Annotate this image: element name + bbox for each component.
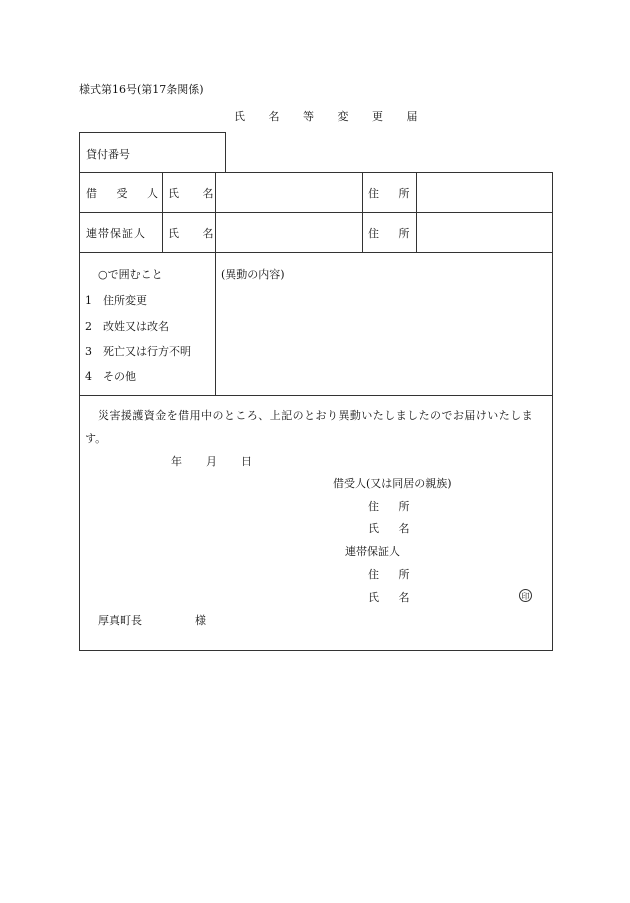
guarantor-label: 連帯保証人 <box>86 227 146 240</box>
loan-number-label: 貸付番号 <box>86 148 130 161</box>
signature-borrower-name-label: 氏 名 <box>368 522 418 535</box>
circle-instruction: ○で囲むこと <box>98 268 163 281</box>
guarantor-name-field[interactable] <box>216 213 362 252</box>
option-3[interactable] <box>85 343 191 359</box>
change-details-label: (異動の内容) <box>221 268 285 281</box>
addressee-honorific: 様 <box>195 614 206 627</box>
signature-borrower-heading: 借受人(又は同居の親族) <box>333 477 452 490</box>
option-label: 住所変更 <box>103 294 147 307</box>
signature-guarantor-name-label: 氏 名 <box>368 591 418 604</box>
row-divider-2 <box>79 252 553 253</box>
guarantor-name-label: 氏 名 <box>168 227 224 240</box>
option-number: 4 <box>85 370 92 383</box>
signature-guarantor-address-label: 住 所 <box>368 568 418 581</box>
col-divider-label <box>162 172 163 252</box>
statement-line-1: 災害援護資金を借用中のところ、上記のとおり異動いたしましたのでお届けいたしま <box>98 409 534 422</box>
form-number: 様式第16号(第17条関係) <box>79 83 204 96</box>
borrower-name-field[interactable] <box>216 173 362 212</box>
addressee-name: 厚真町長 <box>98 614 142 627</box>
guarantor-address-label: 住 所 <box>368 227 418 240</box>
signature-guarantor-heading: 連帯保証人 <box>345 545 400 558</box>
change-details-field[interactable] <box>216 282 552 394</box>
guarantor-address-field[interactable] <box>417 213 552 252</box>
col-divider-address <box>362 172 363 252</box>
statement-line-2: す。 <box>85 432 107 445</box>
option-label: その他 <box>103 370 136 383</box>
borrower-address-field[interactable] <box>417 173 552 212</box>
date-month: 月 <box>206 455 217 468</box>
row-divider-3 <box>79 395 553 396</box>
borrower-address-label: 住 所 <box>368 187 418 200</box>
borrower-name-label: 氏 名 <box>168 187 224 200</box>
option-number: 3 <box>85 345 92 358</box>
option-4[interactable] <box>85 368 136 384</box>
date-year: 年 <box>171 455 182 468</box>
option-label: 死亡又は行方不明 <box>103 345 191 358</box>
option-2[interactable] <box>85 318 169 334</box>
option-1[interactable] <box>85 292 147 308</box>
signature-borrower-address-label: 住 所 <box>368 500 418 513</box>
borrower-label: 借 受 人 <box>86 187 166 200</box>
option-number: 2 <box>85 320 92 333</box>
seal-icon: 印 <box>519 589 532 602</box>
option-number: 1 <box>85 294 92 307</box>
option-label: 改姓又は改名 <box>103 320 169 333</box>
date-day: 日 <box>241 455 252 468</box>
form-title: 氏 名 等 変 更 届 <box>234 110 428 123</box>
